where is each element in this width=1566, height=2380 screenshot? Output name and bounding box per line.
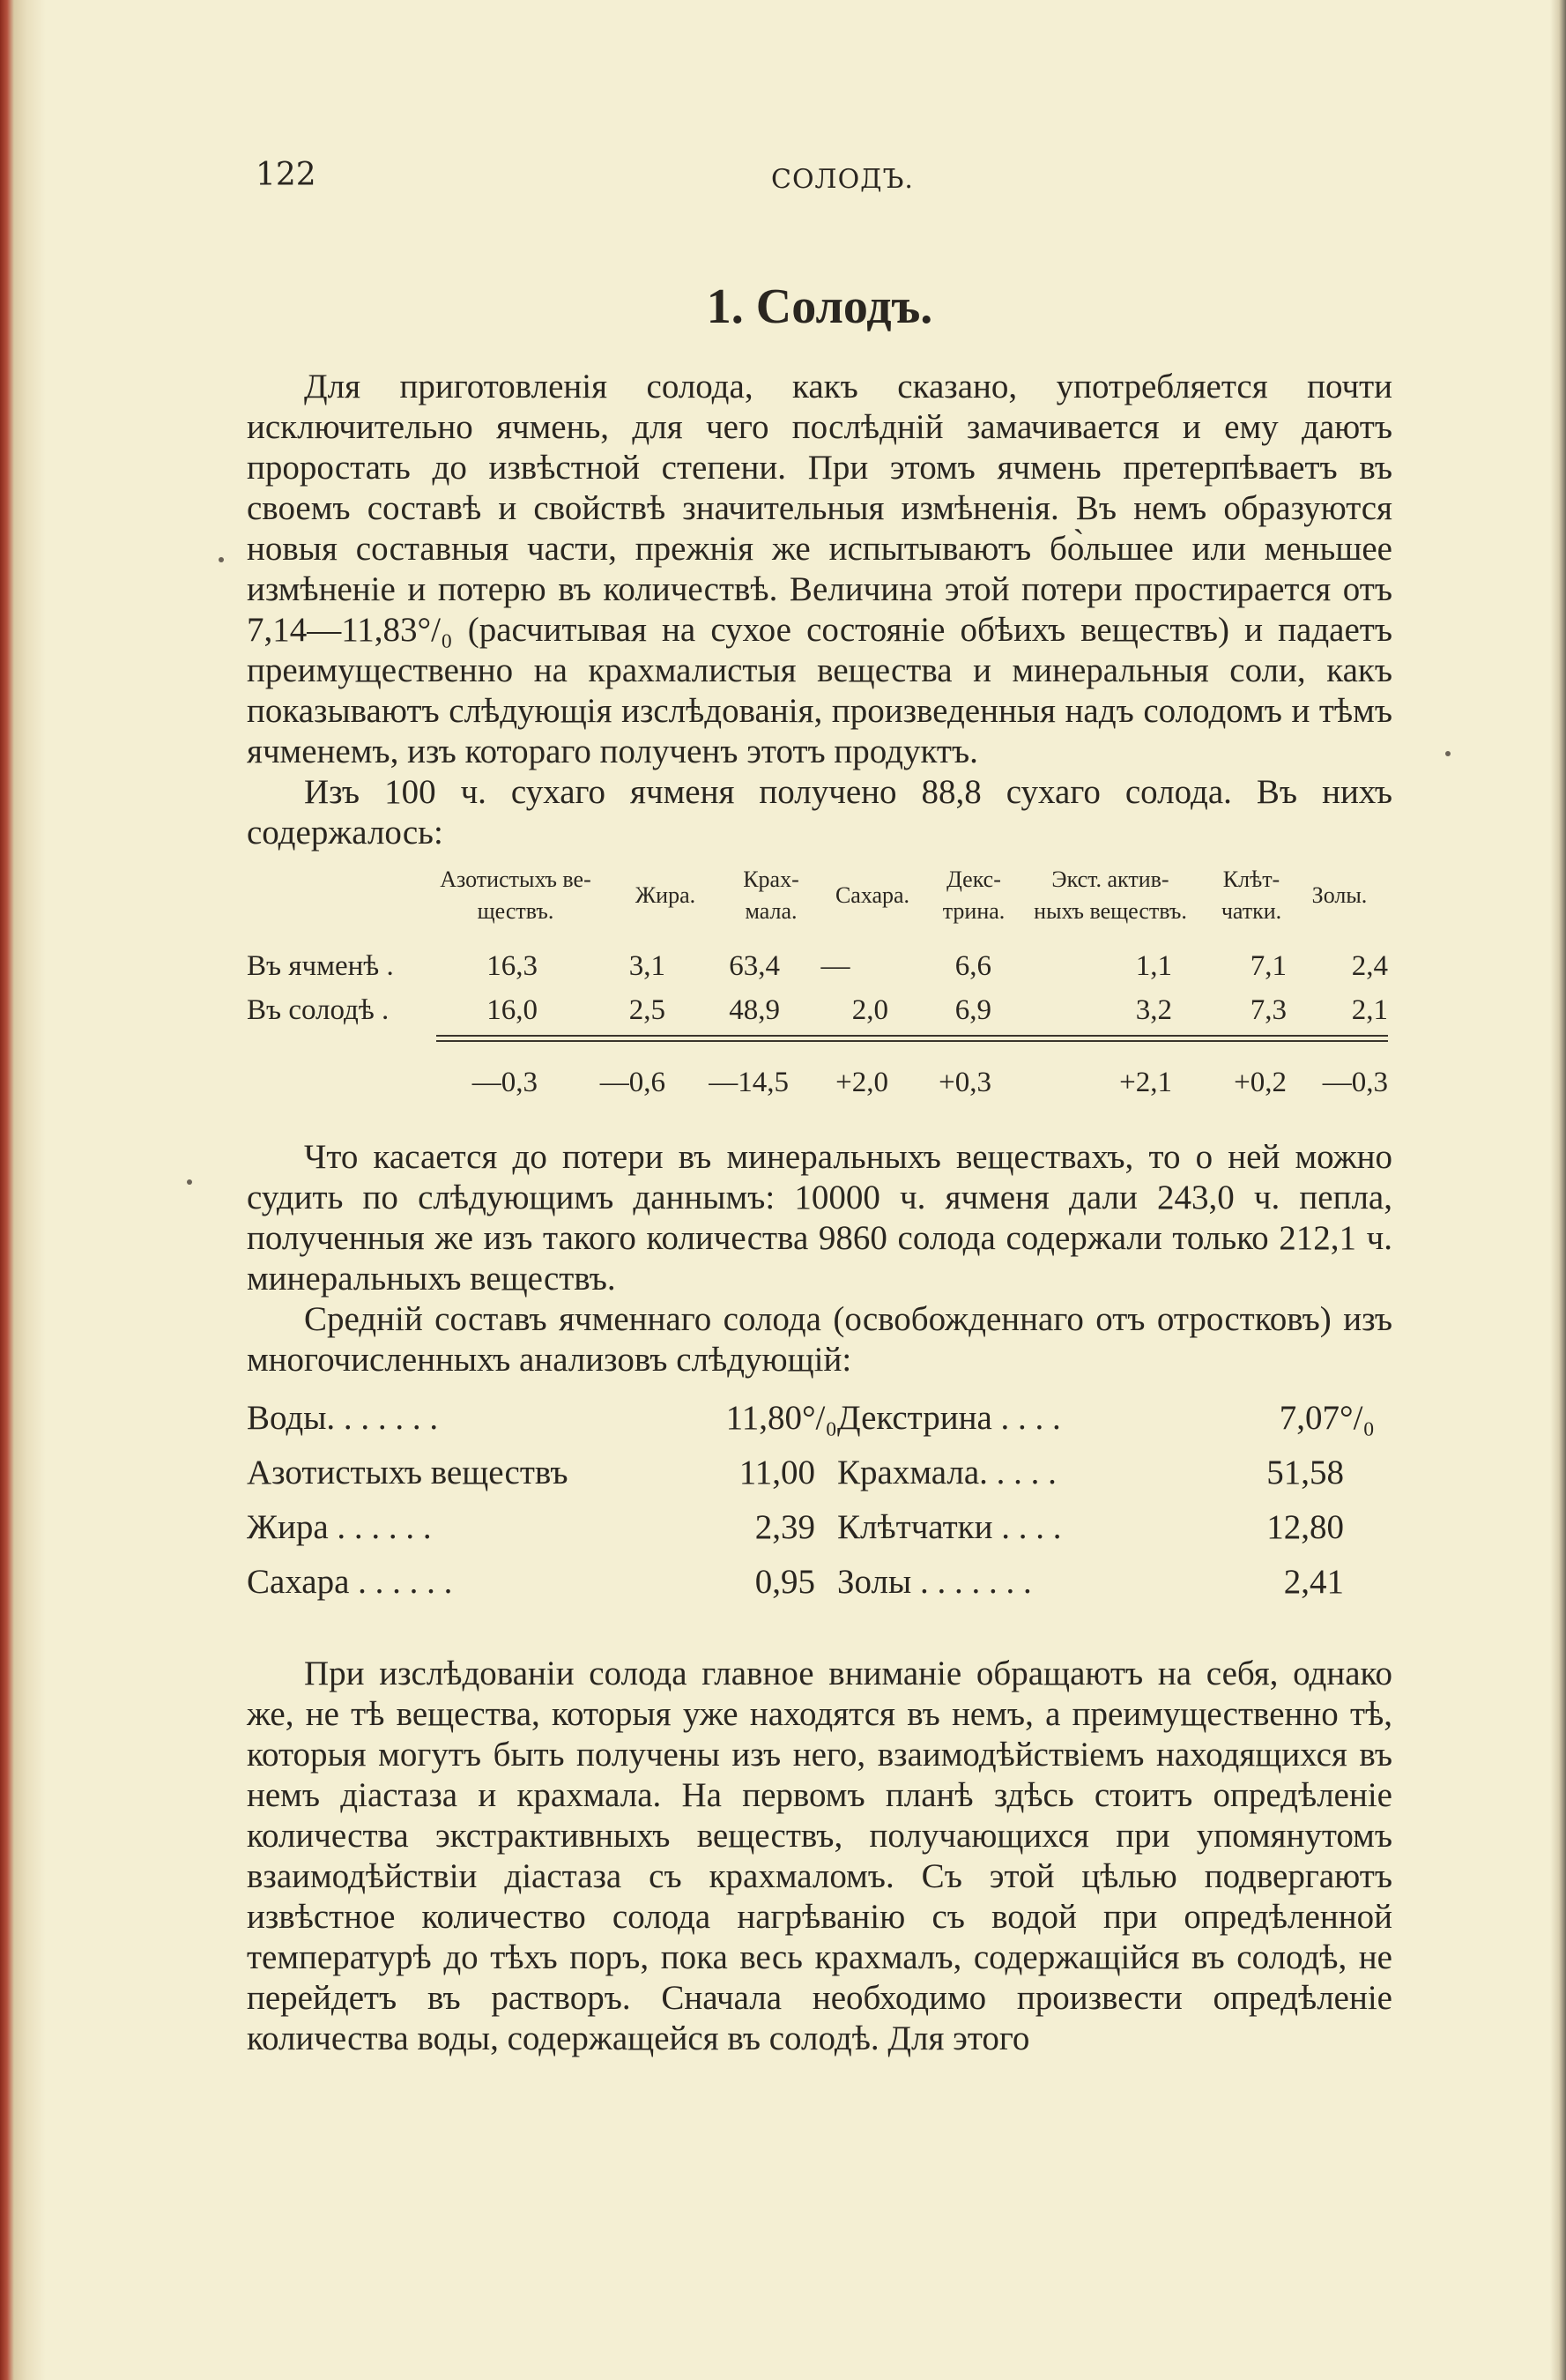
paragraph-intro: Для приготовленія солода, какъ сказано, употребляется почти исключительно ячмень, для чего послѣдній замачивается и ему даютъ проростать до извѣстной степени. При этомъ ячмень претерпѣваетъ въ своемъ составѣ и свойствѣ значительныя измѣненія. Въ немъ образуются новыя составныя части, прежнія же испытываютъ бо̀льшее или меньшее измѣненіе и потерю въ количествѣ. Величина этой потери простирается отъ 7,14—11,83°/₀ (расчитывая на сухое состояніе обѣихъ веществъ) и падаетъ преимущественно на крахмалистыя вещества и минеральныя соли, какъ показываютъ слѣдующія изслѣдованія, произведенныя надъ солодомъ и тѣмъ ячменемъ, изъ котораго полученъ этотъ продуктъ.	[247, 368, 1392, 770]
paper-speck	[187, 1179, 192, 1185]
list-item-value: 11,00	[738, 1454, 815, 1491]
table-cell: —0,3	[471, 1067, 538, 1098]
table-cell: 2,1	[1351, 994, 1388, 1026]
paper-speck	[219, 557, 224, 562]
table-header-nitrogen: Азотистыхъ ве- ществъ.	[440, 866, 591, 924]
table-cell: —	[820, 950, 850, 982]
table-rule-bottom	[436, 1040, 1388, 1042]
table-cell: 7,3	[1250, 994, 1287, 1026]
table-header-fat: Жира.	[635, 882, 696, 908]
table-cell: 16,3	[486, 950, 538, 982]
list-item-label: Воды. . . . . . .	[247, 1399, 439, 1437]
table-cell: +2,0	[835, 1067, 888, 1098]
list-item-value: 2,41	[1283, 1563, 1344, 1601]
list-item-value: 11,80°/₀	[725, 1399, 837, 1437]
table-cell: +0,2	[1234, 1067, 1287, 1098]
table-cell: 1,1	[1135, 950, 1172, 982]
table-cell: 3,1	[628, 950, 665, 982]
list-item-label: Азотистыхъ веществъ	[247, 1454, 568, 1491]
list-item-label: Клѣтчатки . . . .	[837, 1508, 1062, 1546]
page-number: 122	[256, 157, 316, 193]
table-header-ash: Золы.	[1311, 882, 1368, 908]
list-item-value: 12,80	[1266, 1508, 1344, 1546]
table-cell: —0,3	[1322, 1067, 1388, 1098]
table-row-malt-label: Въ солодѣ .	[247, 994, 390, 1026]
table-cell: 7,1	[1250, 950, 1287, 982]
list-item-label: Крахмала. . . . .	[837, 1454, 1057, 1491]
table-cell: 16,0	[486, 994, 538, 1026]
paragraph-average-composition: Средній составъ ячменнаго солода (освобожденнаго отъ отростковъ) изъ многочисленныхъ анализовъ слѣдующій:	[247, 1300, 1392, 1379]
running-title: СОЛОДЪ.	[771, 164, 914, 195]
table-cell: 2,0	[851, 994, 888, 1026]
list-item-value: 2,39	[754, 1508, 815, 1546]
table-cell: 2,4	[1351, 950, 1388, 982]
table-cell: 63,4	[729, 950, 780, 982]
table-header-sugar: Сахара.	[835, 882, 910, 908]
running-head	[247, 150, 1392, 203]
page-edge-shadow	[1550, 0, 1566, 2380]
list-item-value: 7,07°/₀	[1279, 1399, 1375, 1437]
table-cell: —14,5	[709, 1067, 789, 1098]
paragraph-minerals: Что касается до потери въ минеральныхъ веществахъ, то о ней можно судить по слѣдующимъ даннымъ: 10000 ч. ячменя дали 243,0 ч. пепла, полученныя же изъ такого количества 9860 солода содержали только 212,1 ч. минеральныхъ веществъ.	[247, 1138, 1392, 1298]
table-cell: +2,1	[1119, 1067, 1172, 1098]
table-cell: —0,6	[599, 1067, 665, 1098]
list-item-label: Жира . . . . . .	[247, 1508, 432, 1546]
composition-table	[247, 864, 1392, 1128]
table-cell: 6,6	[954, 950, 991, 982]
table-cell: 2,5	[628, 994, 665, 1026]
book-page	[247, 150, 1392, 2059]
section-title: 1. Солодъ.	[706, 279, 933, 334]
paragraph-yield: Изъ 100 ч. сухаго ячменя получено 88,8 сухаго солода. Въ нихъ содержалось:	[247, 773, 1392, 852]
list-item-value: 51,58	[1266, 1454, 1344, 1491]
table-row-barley-label: Въ ячменѣ .	[247, 950, 394, 982]
table-rule-top	[436, 1035, 1388, 1037]
list-item-label: Сахара . . . . . .	[247, 1563, 453, 1601]
paragraph-malt-analysis: При изслѣдованіи солода главное вниманіе обращаютъ на себя, однако же, не тѣ вещества, которыя уже находятся въ немъ, а преимущественно тѣ, которыя могутъ быть получены изъ него, взаимодѣйствіемъ находящихся въ немъ діастаза и крахмала. На первомъ планѣ здѣсь стоитъ опредѣленіе количества экстрактивныхъ веществъ, получающихся при упомянутомъ взаимодѣйствіи діастаза съ крахмаломъ. Съ этой цѣлью подвергаютъ извѣстное количество солода нагрѣванію съ водой при опредѣленной температурѣ до тѣхъ поръ, пока весь крахмалъ, содержащійся въ солодѣ, не перейдетъ въ растворъ. Сначала необходимо произвести опредѣленіе количества воды, содержащейся въ солодѣ. Для этого	[247, 1655, 1392, 2057]
table-cell: +0,3	[939, 1067, 991, 1098]
table-header-extract: Экст. актив- ныхъ веществъ.	[1034, 866, 1187, 924]
table-header-dextrin: Декс- трина.	[942, 866, 1006, 924]
table-cell: 48,9	[729, 994, 780, 1026]
list-item-label: Золы . . . . . . .	[837, 1563, 1032, 1601]
book-binding-edge	[0, 0, 46, 2380]
list-item-value: 0,95	[754, 1563, 815, 1601]
table-header-starch: Крах- мала.	[743, 866, 799, 924]
average-composition-list	[247, 1398, 1392, 1627]
table-cell: 6,9	[954, 994, 991, 1026]
table-cell: 3,2	[1135, 994, 1172, 1026]
table-header-fiber: Клѣт- чатки.	[1221, 866, 1282, 924]
list-item-label: Декстрина . . . .	[837, 1399, 1061, 1437]
paper-speck	[1445, 751, 1451, 756]
